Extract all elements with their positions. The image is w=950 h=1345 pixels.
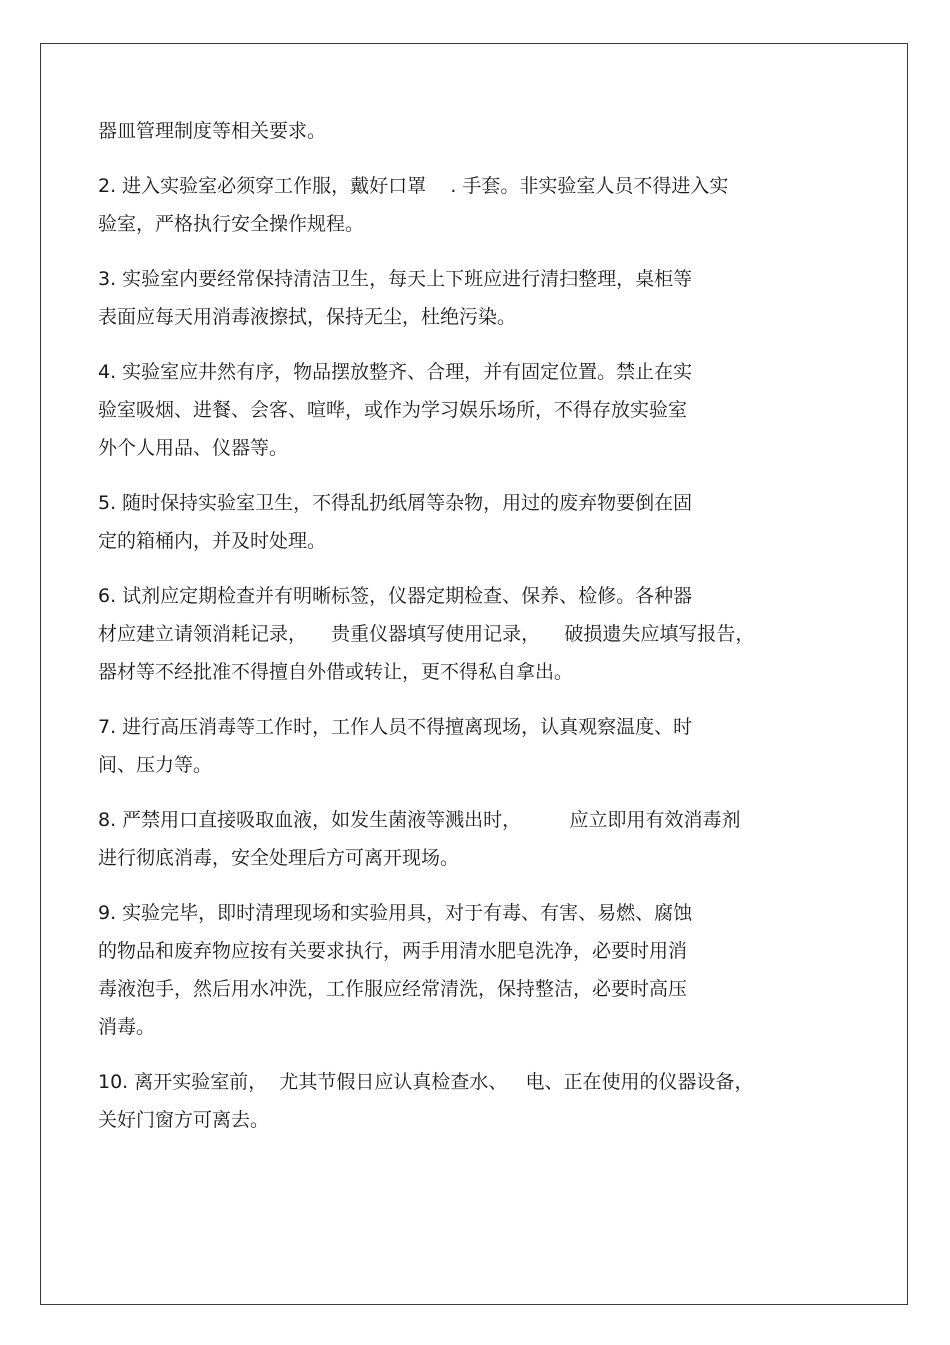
text-line: 验室，严格执行安全操作规程。 <box>98 213 365 235</box>
text-line: 材应建立请领消耗记录， 贵重仪器填写使用记录， 破损遗失应填写报告， <box>98 623 755 645</box>
document-body <box>98 112 838 1156</box>
text-line: 2. 进入实验室必须穿工作服，戴好口罩 . 手套。非实验室人员不得进入实 <box>98 175 729 197</box>
paragraph-item-5 <box>98 484 838 560</box>
text-line: 8. 严禁用口直接吸取血液，如发生菌液等溅出时， 应立即用有效消毒剂 <box>98 809 741 831</box>
text-line: 器皿管理制度等相关要求。 <box>98 120 327 142</box>
paragraph-item-3 <box>98 260 838 336</box>
text-line: 5. 随时保持实验室卫生，不得乱扔纸屑等杂物，用过的废弃物要倒在固 <box>98 492 693 514</box>
text-line: 验室吸烟、进餐、会客、喧哗，或作为学习娱乐场所，不得存放实验室 <box>98 399 688 421</box>
paragraph-item-4 <box>98 353 838 467</box>
text-line: 器材等不经批准不得擅自外借或转让，更不得私自拿出。 <box>98 661 574 683</box>
text-line: 表面应每天用消毒液擦拭，保持无尘，杜绝污染。 <box>98 306 517 328</box>
text-line: 6. 试剂应定期检查并有明晰标签，仪器定期检查、保养、检修。各种器 <box>98 585 693 607</box>
text-line: 的物品和废弃物应按有关要求执行，两手用清水肥皂洗净，必要时用消 <box>98 940 688 962</box>
text-line: 毒液泡手，然后用水冲洗，工作服应经常清洗，保持整洁，必要时高压 <box>98 978 688 1000</box>
text-line: 间、压力等。 <box>98 754 213 776</box>
paragraph-item-9 <box>98 894 838 1046</box>
paragraph-item-2 <box>98 167 838 243</box>
text-line: 定的箱桶内，并及时处理。 <box>98 530 327 552</box>
text-line: 关好门窗方可离去。 <box>98 1109 270 1131</box>
text-line: 10. 离开实验室前， 尤其节假日应认真检查水、 电、正在使用的仪器设备， <box>98 1071 754 1093</box>
text-line: 3. 实验室内要经常保持清洁卫生，每天上下班应进行清扫整理，桌柜等 <box>98 268 693 290</box>
paragraph-continuation <box>98 112 838 150</box>
text-line: 消毒。 <box>98 1016 156 1038</box>
text-line: 9. 实验完毕，即时清理现场和实验用具，对于有毒、有害、易燃、腐蚀 <box>98 902 693 924</box>
paragraph-item-8 <box>98 801 838 877</box>
text-line: 7. 进行高压消毒等工作时，工作人员不得擅离现场，认真观察温度、时 <box>98 716 693 738</box>
paragraph-item-6 <box>98 577 838 691</box>
paragraph-item-7 <box>98 708 838 784</box>
text-line: 外个人用品、仪器等。 <box>98 437 289 459</box>
text-line: 4. 实验室应井然有序，物品摆放整齐、合理，并有固定位置。禁止在实 <box>98 361 693 383</box>
paragraph-item-10 <box>98 1063 838 1139</box>
text-line: 进行彻底消毒，安全处理后方可离开现场。 <box>98 847 460 869</box>
